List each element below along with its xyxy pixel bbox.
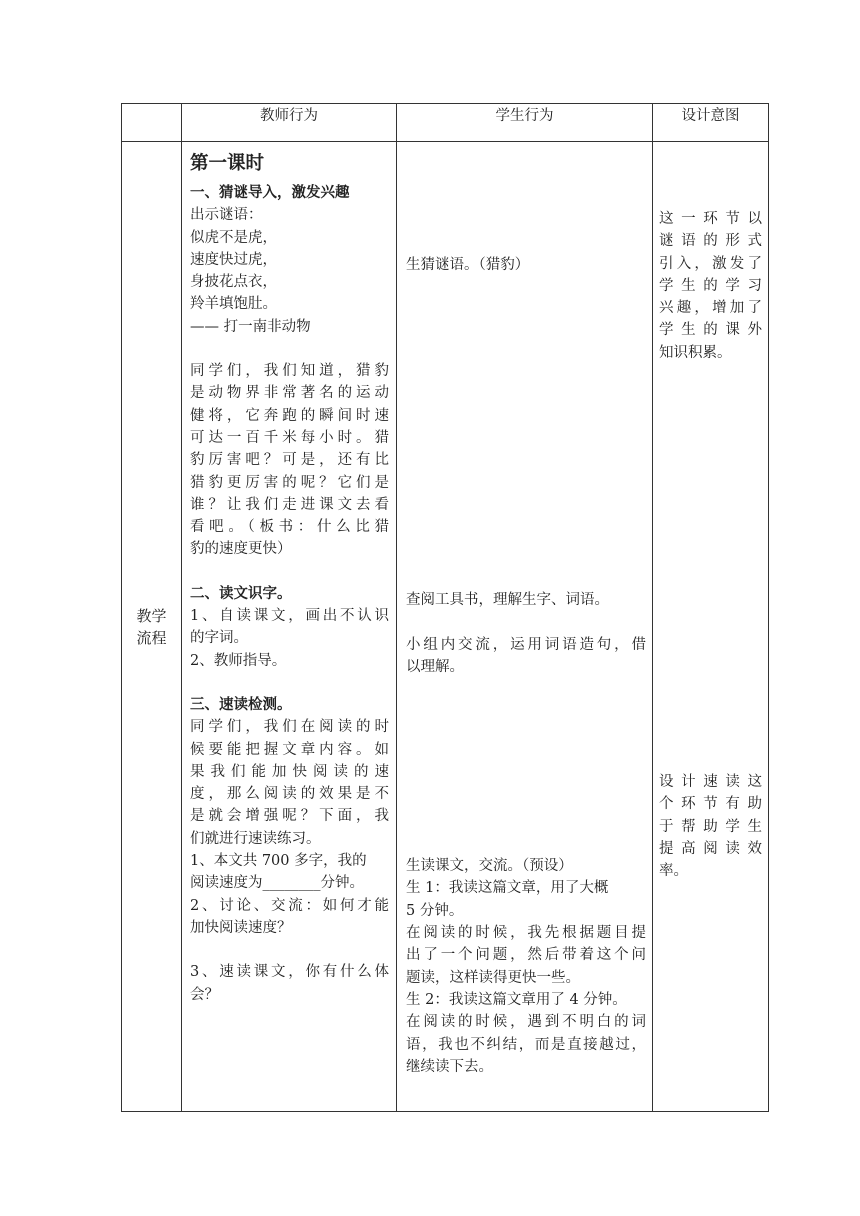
section-3-question: 3、速读课文，你有什么体: [190, 964, 389, 981]
section-2-line: 1、自读课文，画出不认识: [190, 608, 389, 625]
intro-para-line: 是动物界非常著名的运动: [190, 385, 389, 402]
section-1-title: 一、猜谜导入，激发兴趣: [190, 185, 350, 201]
student-s1: 生猜谜语。（猎豹）: [406, 257, 530, 273]
header-row: [122, 104, 769, 142]
intent-1-line: 兴趣，增加了: [659, 300, 762, 317]
section-3-line: 加快阅读速度？: [190, 919, 292, 936]
intent-2-line: 于帮助学生: [659, 818, 762, 835]
section-3-line: 同学们，我们在阅读的时: [190, 719, 389, 736]
student-s2-b: 小组内交流，运用词语造句，借: [406, 636, 646, 653]
student-s3-line: 继续读下去。: [406, 1058, 493, 1075]
section-3-line: 果我们能加快阅读的速: [190, 763, 389, 780]
section-3-line: 阅读速度为________分钟。: [190, 875, 364, 892]
student-s3-line: 出了一个问题，然后带着这个问: [406, 947, 646, 964]
student-s3-line: 生 2：我读这篇文章用了 4 分钟。: [406, 991, 627, 1008]
intent-1-line: 知识积累。: [659, 344, 732, 361]
intent-cell: [653, 142, 769, 1112]
section-3-line: 1、本文共 700 多字，我的: [190, 853, 367, 870]
intent-2-line: 设计速读这: [659, 774, 762, 791]
intent-1-line: 引入，激发了: [659, 255, 762, 272]
intro-para-line: 豹厉害吧？可是，还有比: [190, 452, 389, 469]
intent-2-line: 提高阅读效: [659, 840, 762, 857]
teacher-cell: [182, 142, 397, 1112]
header-intent: 设计意图: [653, 104, 769, 142]
lesson-title: 第一课时: [190, 153, 265, 174]
intro-para-line: 可达一百千米每小时。猎: [190, 429, 389, 446]
riddle-line: 羚羊填饱肚。: [190, 296, 277, 313]
student-s3-line: 在阅读的时候，遇到不明白的词: [406, 1014, 646, 1031]
header-blank-cell: [122, 104, 182, 142]
student-s2-a: 查阅工具书，理解生字、词语。: [406, 592, 609, 609]
intent-1-line: 学生的学习: [659, 277, 762, 294]
riddle-line: 出示谜语：: [190, 207, 263, 224]
side-label-cell: [122, 142, 182, 1112]
side-label-line-1: 教学: [136, 606, 167, 625]
lesson-plan-table: [121, 103, 769, 1112]
section-3-title: 三、速读检测。: [190, 696, 292, 713]
section-3-line: 候要能把握文章内容。如: [190, 741, 389, 758]
riddle-line: —— 打一南非动物: [190, 318, 311, 335]
header-teacher: 教师行为: [182, 104, 397, 142]
student-s2-b: 以理解。: [406, 658, 464, 675]
section-2-title: 二、读文识字。: [190, 585, 292, 602]
intent-2-line: 个环节有助: [659, 796, 762, 813]
student-s3-line: 语，我也不纠结，而是直接越过，: [406, 1036, 646, 1053]
student-s3-line: 5 分钟。: [406, 902, 464, 919]
intro-para-line: 同学们，我们知道，猎豹: [190, 363, 389, 380]
student-cell: [397, 142, 653, 1112]
section-3-line: 是就会增强呢？下面，我: [190, 808, 389, 825]
intent-1-line: 这一环节以: [659, 211, 762, 227]
riddle-line: 速度快过虎，: [190, 251, 277, 268]
section-3-question: 会？: [190, 986, 219, 1003]
student-s3-line: 生 1：我读这篇文章，用了大概: [406, 880, 609, 897]
intent-2-line: 率。: [659, 863, 688, 880]
side-label-line-2: 流程: [136, 628, 167, 647]
section-3-line: 们就进行速读练习。: [190, 830, 321, 847]
intent-1-line: 学生的课外: [659, 322, 762, 339]
riddle-line: 似虎不是虎，: [190, 229, 277, 246]
riddle-line: 身披花点衣，: [190, 274, 277, 291]
student-s3-line: 题读，这样读得更快一些。: [406, 969, 580, 986]
intro-para-line: 看吧。（板书：什么比猎: [190, 519, 389, 536]
intro-para-line: 豹的速度更快）: [190, 541, 292, 558]
intro-para-line: 谁？让我们走进课文去看: [190, 496, 389, 513]
body-row: [122, 142, 769, 1112]
student-s3-line: 在阅读的时候，我先根据题目提: [406, 925, 646, 942]
section-3-line: 度，那么阅读的效果是不: [190, 786, 389, 803]
student-s3-line: 生读课文，交流。（预设）: [406, 858, 573, 875]
intro-para-line: 健将，它奔跑的瞬间时速: [190, 407, 389, 424]
intro-para-line: 猎豹更厉害的呢？它们是: [190, 474, 389, 491]
section-2-line: 2、教师指导。: [190, 652, 287, 669]
header-student: 学生行为: [397, 104, 653, 142]
intent-1-line: 谜语的形式: [659, 233, 762, 250]
section-2-line: 的字词。: [190, 630, 248, 647]
section-3-line: 2、讨论、交流：如何才能: [190, 897, 389, 914]
